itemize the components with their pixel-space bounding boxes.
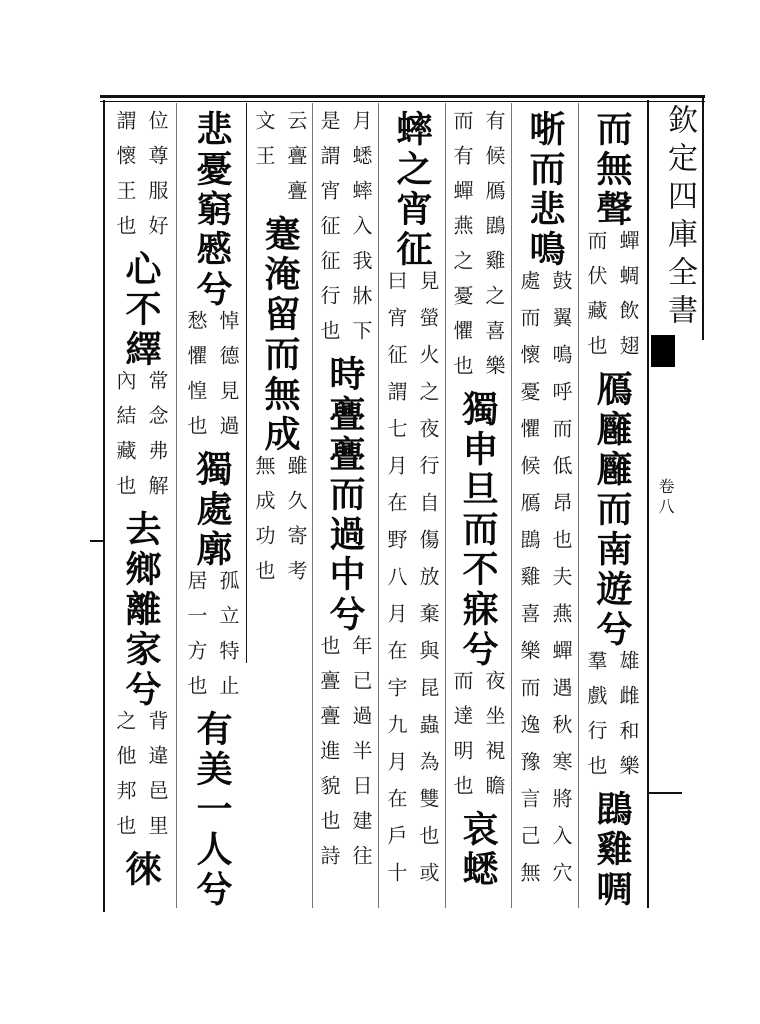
text-column-3 bbox=[445, 110, 511, 890]
main-text: 而無聲 bbox=[591, 110, 633, 230]
commentary-note bbox=[518, 270, 572, 899]
note-left-line: 也亹亹進貌也詩 bbox=[317, 635, 341, 880]
note-left-line: 無成功也 bbox=[252, 455, 276, 595]
note-right-line: 雄雌和樂 bbox=[616, 650, 640, 790]
text-column-1 bbox=[579, 110, 645, 910]
commentary-note bbox=[318, 110, 372, 355]
note-left-line: 曰宵征謂七月在野八月在宇九月在戶十 bbox=[384, 270, 408, 899]
commentary-note bbox=[585, 650, 639, 790]
left-fold-mark bbox=[90, 540, 104, 542]
commentary-note bbox=[451, 670, 505, 810]
note-left-line: 而伏藏也 bbox=[584, 230, 608, 370]
note-left-line: 而達明也 bbox=[450, 670, 474, 810]
note-right-line: 孤立特止 bbox=[216, 570, 240, 710]
main-text: 蟀之宵征 bbox=[391, 110, 433, 270]
note-right-line: 鼓翼鳴呼而低昂也夫燕蟬遇秋寒將入穴 bbox=[549, 270, 573, 899]
commentary-note bbox=[114, 370, 168, 510]
fish-tail-mark bbox=[651, 335, 675, 367]
text-column-6 bbox=[247, 110, 313, 595]
main-text: 有美一人兮 bbox=[191, 710, 233, 910]
book-title: 欽定四庫全書 bbox=[662, 104, 697, 332]
note-left-line: 居一方也 bbox=[184, 570, 208, 710]
note-left-line: 愁懼惶也 bbox=[184, 310, 208, 450]
note-right-line: 常念弗解 bbox=[145, 370, 169, 510]
note-left-line: 內結藏也 bbox=[113, 370, 137, 510]
column-divider bbox=[176, 103, 177, 908]
note-left-line: 羣戲行也 bbox=[584, 650, 608, 790]
text-column-4 bbox=[379, 110, 445, 899]
margin-tick bbox=[648, 792, 682, 794]
right-border bbox=[647, 100, 649, 908]
note-right-line: 夜坐視瞻 bbox=[482, 670, 506, 810]
note-right-line: 有候鴈鵾雞之喜樂 bbox=[482, 110, 506, 390]
main-text: 鵾雞啁 bbox=[591, 790, 633, 910]
main-text: 哳而悲鳴 bbox=[524, 110, 566, 270]
commentary-note bbox=[114, 710, 168, 850]
note-right-line: 背違邑里 bbox=[145, 710, 169, 850]
main-text: 去鄉離家兮 bbox=[120, 510, 162, 710]
main-text: 獨申旦而不寐兮 bbox=[457, 390, 499, 670]
note-right-line: 月蟋蟀入我牀下 bbox=[349, 110, 373, 355]
text-column-8 bbox=[108, 110, 174, 890]
commentary-note bbox=[318, 635, 372, 880]
margin-outer-border bbox=[702, 95, 704, 340]
top-border-thin bbox=[100, 101, 705, 102]
main-text: 悲憂窮慼兮 bbox=[191, 110, 233, 310]
note-left-line: 謂懷王也 bbox=[113, 110, 137, 250]
note-left-line: 處而懷憂懼候鴈鵾雞喜樂而逸豫言己無 bbox=[517, 270, 541, 899]
note-left-line: 是謂宵征征行也 bbox=[317, 110, 341, 355]
commentary-note bbox=[253, 455, 307, 595]
top-border-thick bbox=[100, 95, 705, 98]
text-column-5 bbox=[312, 110, 378, 880]
commentary-note bbox=[451, 110, 505, 390]
commentary-note bbox=[185, 570, 239, 710]
note-right-line: 位尊服好 bbox=[145, 110, 169, 250]
juan-number: 卷八 bbox=[656, 478, 675, 518]
note-left-line: 而有蟬燕之憂懼也 bbox=[450, 110, 474, 390]
note-right-line: 雖久寄考 bbox=[284, 455, 308, 595]
note-right-line: 見螢火之夜行自傷放棄與昆蟲為雙也或 bbox=[416, 270, 440, 899]
main-text: 鴈廱廱而南遊兮 bbox=[591, 370, 633, 650]
commentary-note bbox=[253, 110, 307, 215]
note-right-line: 年已過半日建往 bbox=[349, 635, 373, 880]
main-text: 蹇淹留而無成 bbox=[259, 215, 301, 455]
note-right-line: 蟬蜩飲翅 bbox=[616, 230, 640, 370]
note-left-line: 之他邦也 bbox=[113, 710, 137, 850]
commentary-note bbox=[114, 110, 168, 250]
note-right-line: 悼德見過 bbox=[216, 310, 240, 450]
note-right-line: 云亹亹 bbox=[284, 110, 308, 215]
note-left-line: 文王 bbox=[252, 110, 276, 180]
main-text: 心不繹 bbox=[120, 250, 162, 370]
main-text: 徠 bbox=[120, 850, 162, 890]
text-column-2 bbox=[512, 110, 578, 899]
left-border bbox=[103, 100, 105, 912]
commentary-note bbox=[585, 230, 639, 370]
main-text: 時亹亹而過中兮 bbox=[324, 355, 366, 635]
text-column-7 bbox=[179, 110, 245, 910]
commentary-note bbox=[385, 270, 439, 899]
main-text: 哀蟋 bbox=[457, 810, 499, 890]
main-text: 獨處廓 bbox=[191, 450, 233, 570]
commentary-note bbox=[185, 310, 239, 450]
